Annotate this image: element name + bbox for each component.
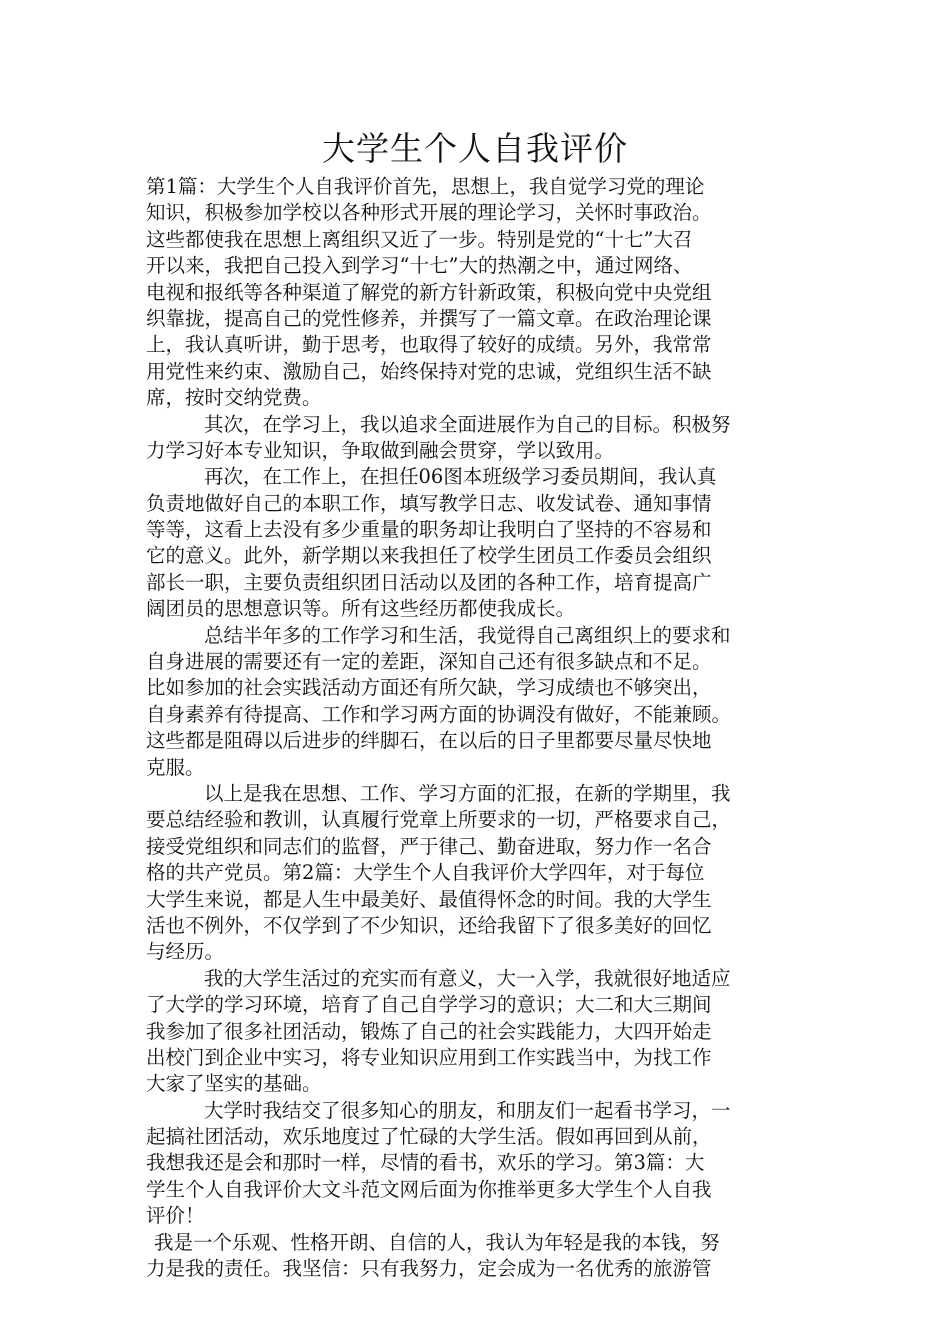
text-line: 接受党组织和同志们的监督，严于律己、勤奋进取，努力作一名合	[146, 834, 712, 858]
text-line: 活也不例外，不仅学到了不少知识，还给我留下了很多美好的回忆	[146, 913, 712, 937]
text-line: 自身进展的需要还有一定的差距，深知自己还有很多缺点和不足。	[146, 650, 712, 674]
text-line: 力是我的责任。我坚信：只有我努力，定会成为一名优秀的旅游管	[146, 1257, 712, 1281]
document-title: 大学生个人自我评价	[322, 129, 628, 168]
text-line: 出校门到企业中实习，将专业知识应用到工作实践当中，为找工作	[146, 1045, 712, 1069]
document-body	[146, 174, 826, 1282]
text-line: 总结半年多的工作学习和生活，我觉得自己离组织上的要求和	[204, 623, 731, 647]
text-line: 我参加了很多社团活动，锻炼了自己的社会实践能力，大四开始走	[146, 1019, 712, 1043]
text-line: 与经历。	[146, 940, 225, 964]
text-line: 以上是我在思想、工作、学习方面的汇报，在新的学期里，我	[204, 781, 731, 805]
text-line: 开以来，我把自己投入到学习“十七”大的热潮之中，通过网络、	[146, 254, 693, 278]
text-line: 评价！	[146, 1204, 205, 1228]
text-line: 其次，在学习上，我以追求全面进展作为自己的目标。积极努	[204, 412, 731, 436]
text-line: 上，我认真听讲，勤于思考，也取得了较好的成绩。另外，我常常	[146, 333, 712, 357]
text-line: 部长一职，主要负责组织团日活动以及团的各种工作，培育提高广	[146, 570, 712, 594]
text-line: 再次，在工作上，在担任06图本班级学习委员期间，我认真	[204, 465, 717, 489]
text-line: 大学时我结交了很多知心的朋友，和朋友们一起看书学习，一	[204, 1098, 731, 1122]
text-line: 阔团员的思想意识等。所有这些经历都使我成长。	[146, 597, 576, 621]
text-line: 第1篇：大学生个人自我评价首先，思想上，我自觉学习党的理论	[146, 175, 705, 198]
text-line: 织靠拢，提高自己的党性修养，并撰写了一篇文章。在政治理论课	[146, 306, 712, 330]
text-line: 我是一个乐观、性格开朗、自信的人，我认为年轻是我的本钱，努	[154, 1230, 720, 1254]
text-line: 大家了坚实的基础。	[146, 1072, 322, 1096]
text-line: 要总结经验和教训，认真履行党章上所要求的一切，严格要求自己，	[146, 808, 732, 832]
text-line: 席，按时交纳党费。	[146, 386, 322, 410]
text-line: 了大学的学习环境，培育了自己自学学习的意识；大二和大三期间	[146, 993, 712, 1017]
text-line: 知识，积极参加学校以各种形式开展的理论学习，关怀时事政治。	[146, 201, 712, 225]
text-line: 力学习好本专业知识，争取做到融会贯穿，学以致用。	[146, 438, 615, 462]
text-line: 用党性来约束、激励自己，始终保持对党的忠诚，党组织生活不缺	[146, 359, 712, 383]
text-line: 大学生来说，都是人生中最美好、最值得怀念的时间。我的大学生	[146, 887, 712, 911]
text-line: 格的共产党员。第2篇：大学生个人自我评价大学四年，对于每位	[146, 861, 705, 885]
text-line: 学生个人自我评价大文斗范文网后面为你推举更多大学生个人自我	[146, 1177, 712, 1201]
text-line: 比如参加的社会实践活动方面还有所欠缺，学习成绩也不够突出，	[146, 676, 712, 700]
text-line: 克服。	[146, 755, 205, 779]
text-line: 负责地做好自己的本职工作，填写教学日志、收发试卷、通知事情	[146, 491, 712, 515]
text-line: 这些都是阻碍以后进步的绊脚石，在以后的日子里都要尽量尽快地	[146, 729, 712, 753]
text-line: 自身素养有待提高、工作和学习两方面的协调没有做好，不能兼顾。	[146, 702, 732, 726]
text-line: 我的大学生活过的充实而有意义，大一入学，我就很好地适应	[204, 966, 731, 990]
text-line: 起搞社团活动，欢乐地度过了忙碌的大学生活。假如再回到从前，	[146, 1125, 712, 1149]
text-line: 电视和报纸等各种渠道了解党的新方针新政策，积极向党中央党组	[146, 280, 712, 304]
text-line: 我想我还是会和那时一样，尽情的看书，欢乐的学习。第3篇：大	[146, 1151, 705, 1175]
text-line: 它的意义。此外，新学期以来我担任了校学生团员工作委员会组织	[146, 544, 712, 568]
text-line: 等等，这看上去没有多少重量的职务却让我明白了坚持的不容易和	[146, 518, 712, 542]
text-line: 这些都使我在思想上离组织又近了一步。特别是党的“十七”大召	[146, 227, 693, 251]
